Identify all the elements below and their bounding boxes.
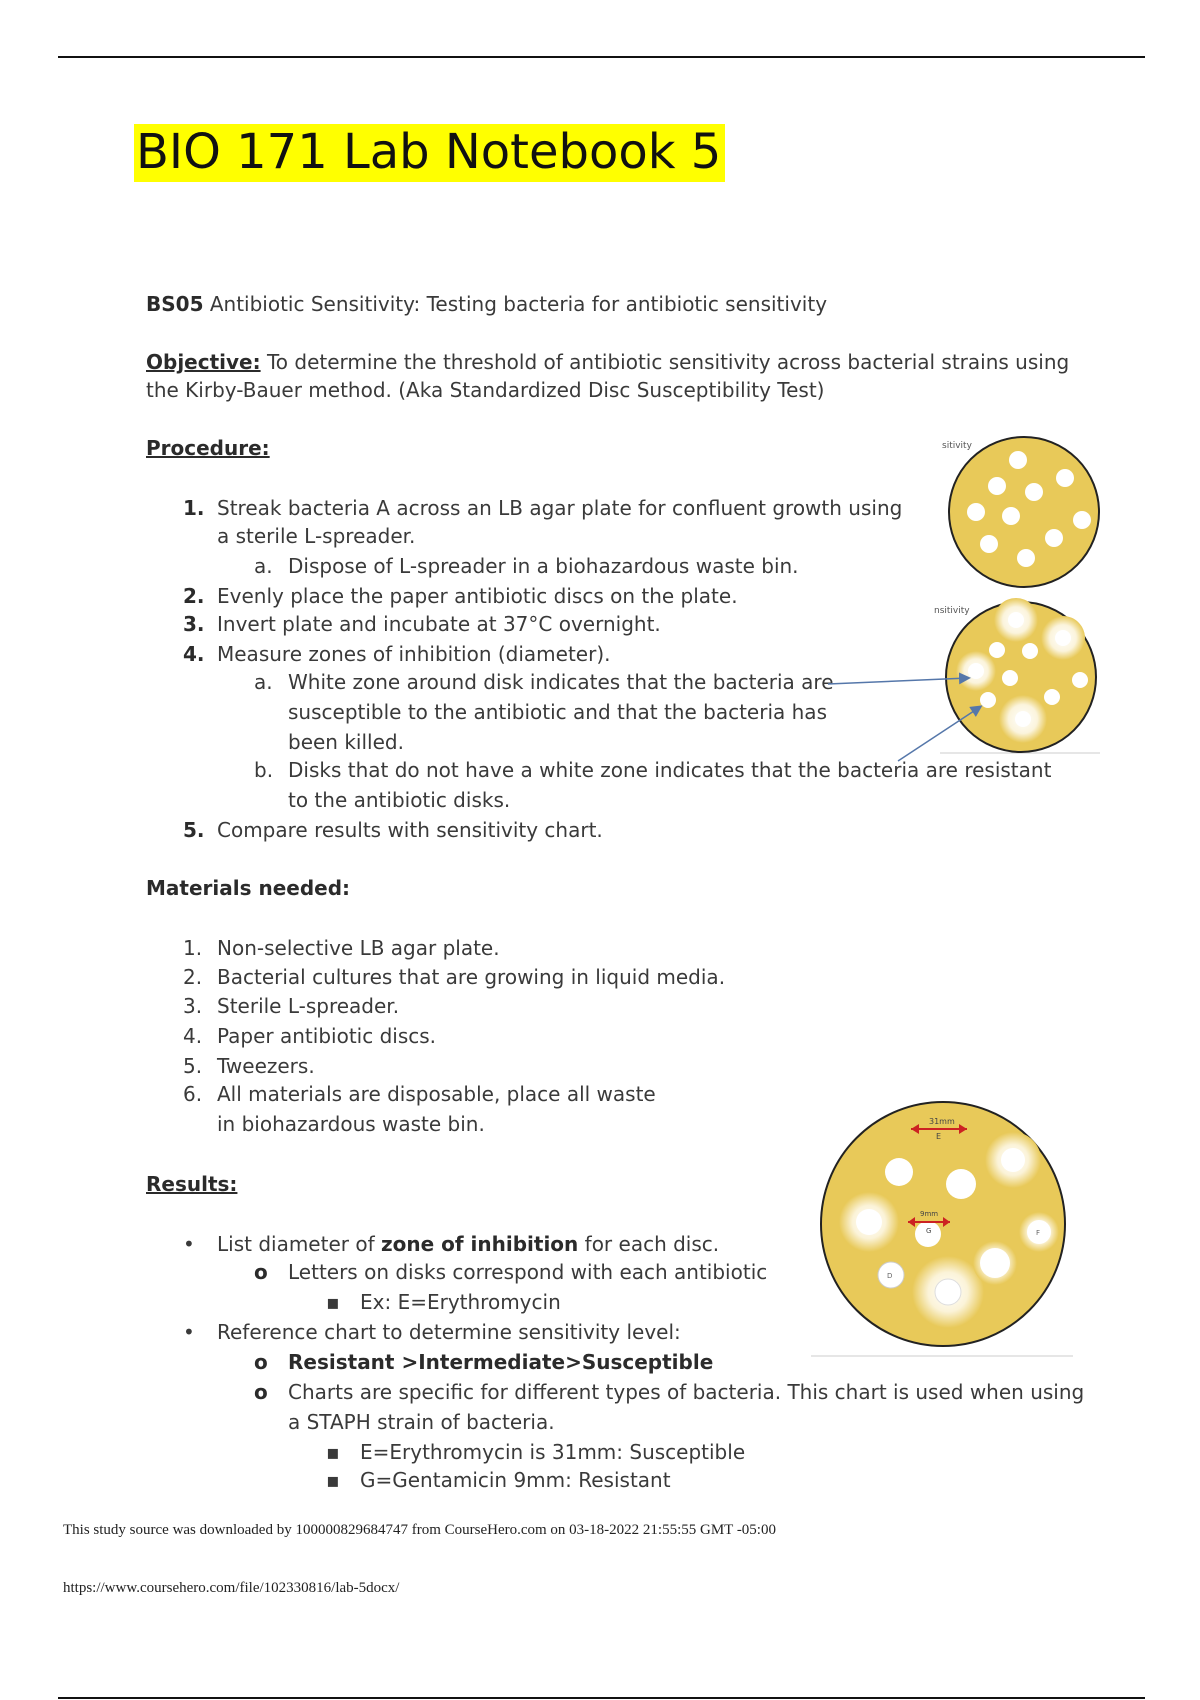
plate-1-label: sitivity — [942, 441, 972, 451]
materials-item-5 — [183, 1052, 315, 1080]
item-number: 2. — [183, 965, 203, 989]
bullet-text-bold: zone of inhibition — [380, 1232, 579, 1256]
bullet-marker: • — [183, 1320, 195, 1344]
materials-item-4 — [183, 1022, 436, 1050]
bullet-text: Ex: E=Erythromycin — [360, 1290, 561, 1314]
item-text: Tweezers. — [217, 1054, 315, 1078]
objective-line-2: the Kirby-Bauer method. (Aka Standardized Disc Susceptibility Test) — [146, 378, 825, 402]
step-text: Compare results with sensitivity chart. — [217, 818, 603, 842]
results-bullet-1-sub — [254, 1258, 767, 1286]
materials-item-3 — [183, 992, 399, 1020]
procedure-step-3 — [183, 610, 661, 638]
plate-2-label: nsitivity — [934, 606, 970, 616]
antibiotic-disc — [1025, 483, 1043, 501]
item-number: 6. — [183, 1082, 203, 1106]
step-text: Invert plate and incubate at 37°C overnight. — [217, 612, 661, 636]
step-number: 5. — [183, 818, 205, 842]
results-bullet-2-sub-2-cont: a STAPH strain of bacteria. — [288, 1410, 555, 1434]
procedure-step-4a-cont-1: susceptible to the antibiotic and that the bacteria has — [288, 700, 827, 724]
item-number: 1. — [183, 936, 203, 960]
sub-step-text: White zone around disk indicates that the bacteria are — [288, 670, 834, 694]
results-bullet-2-subsub-2 — [326, 1466, 671, 1494]
antibiotic-disc — [980, 1248, 1010, 1278]
antibiotic-disc — [946, 1169, 976, 1199]
antibiotic-disc — [1002, 670, 1018, 686]
item-number: 5. — [183, 1054, 203, 1078]
item-text: Paper antibiotic discs. — [217, 1024, 437, 1048]
antibiotic-disc — [967, 503, 985, 521]
antibiotic-disc — [1073, 511, 1091, 529]
sub-step-letter: a. — [254, 554, 273, 578]
results-bullet-2-subsub-1 — [326, 1438, 745, 1466]
objective-label: Objective: — [146, 350, 261, 374]
step-number: 4. — [183, 642, 205, 666]
antibiotic-disc — [989, 642, 1005, 658]
antibiotic-disc — [1001, 1148, 1025, 1172]
step-text: Measure zones of inhibition (diameter). — [217, 642, 611, 666]
antibiotic-disc — [980, 535, 998, 553]
antibiotic-disc — [1008, 612, 1024, 628]
materials-item-2 — [183, 963, 725, 991]
procedure-step-4a-cont-2: been killed. — [288, 730, 404, 754]
square-marker: ▪ — [326, 1440, 340, 1464]
source-url[interactable]: https://www.coursehero.com/file/102330816/lab-5docx/ — [63, 1580, 400, 1596]
item-text: Sterile L-spreader. — [217, 994, 400, 1018]
bullet-text: G=Gentamicin 9mm: Resistant — [360, 1468, 671, 1492]
item-number: 3. — [183, 994, 203, 1018]
disc-letter-g: G — [926, 1227, 932, 1235]
antibiotic-disc — [980, 692, 996, 708]
step-number: 1. — [183, 496, 205, 520]
plate-figure-3 — [805, 1088, 1075, 1358]
bullet-text-bold: Resistant >Intermediate>Susceptible — [288, 1350, 714, 1374]
disc-letter-d: D — [887, 1272, 893, 1280]
procedure-step-1-cont: a sterile L-spreader. — [217, 524, 416, 548]
sub-step-letter: b. — [254, 758, 274, 782]
sub-step-text: Disks that do not have a white zone indicates that the bacteria are resistant — [288, 758, 1052, 782]
antibiotic-disc — [1002, 507, 1020, 525]
procedure-step-1 — [183, 494, 902, 522]
results-bullet-1-subsub — [326, 1288, 561, 1316]
disc-letter-e: E — [936, 1132, 942, 1141]
antibiotic-disc — [1009, 451, 1027, 469]
bullet-text: E=Erythromycin is 31mm: Susceptible — [360, 1440, 746, 1464]
antibiotic-disc — [1072, 672, 1088, 688]
item-number: 4. — [183, 1024, 203, 1048]
bullet-text: Letters on disks correspond with each antibiotic — [288, 1260, 768, 1284]
antibiotic-disc — [968, 663, 984, 679]
disc-letter-f: F — [1036, 1229, 1041, 1237]
bullet-marker: • — [183, 1232, 195, 1256]
square-marker: ▪ — [326, 1290, 340, 1314]
step-text: Streak bacteria A across an LB agar plate for confluent growth using — [217, 496, 903, 520]
experiment-code: BS05 — [146, 292, 204, 316]
measure-label-31mm: 31mm — [929, 1117, 955, 1126]
results-bullet-2 — [183, 1318, 681, 1346]
antibiotic-disc — [1056, 469, 1074, 487]
sub-step-letter: a. — [254, 670, 273, 694]
circle-marker: o — [254, 1380, 268, 1404]
antibiotic-disc — [1022, 643, 1038, 659]
antibiotic-disc — [935, 1279, 961, 1305]
objective-line-1 — [146, 348, 1069, 376]
antibiotic-disc — [988, 477, 1006, 495]
antibiotic-disc — [1017, 549, 1035, 567]
results-heading: Results: — [146, 1172, 238, 1196]
procedure-step-4 — [183, 640, 611, 668]
step-text: Evenly place the paper antibiotic discs on the plate. — [217, 584, 738, 608]
item-text: Bacterial cultures that are growing in liquid media. — [217, 965, 726, 989]
sub-step-text: Dispose of L-spreader in a biohazardous waste bin. — [288, 554, 799, 578]
procedure-step-5 — [183, 816, 603, 844]
step-number: 2. — [183, 584, 205, 608]
antibiotic-disc — [885, 1158, 913, 1186]
antibiotic-disc — [856, 1209, 882, 1235]
experiment-title: Antibiotic Sensitivity: Testing bacteria for antibiotic sensitivity — [203, 292, 828, 316]
procedure-step-4a — [254, 668, 834, 696]
circle-marker: o — [254, 1350, 268, 1374]
materials-item-6-cont: in biohazardous waste bin. — [217, 1112, 485, 1136]
page-title: BIO 171 Lab Notebook 5 — [134, 124, 725, 182]
bullet-text: Charts are specific for different types of bacteria. This chart is used when using — [288, 1380, 1085, 1404]
results-bullet-1 — [183, 1230, 719, 1258]
measure-label-9mm: 9mm — [920, 1210, 939, 1218]
procedure-step-4b-cont: to the antibiotic disks. — [288, 788, 511, 812]
item-text: Non-selective LB agar plate. — [217, 936, 500, 960]
plate-figure-2 — [770, 595, 1130, 770]
procedure-heading: Procedure: — [146, 436, 270, 460]
materials-heading: Materials needed: — [146, 876, 351, 900]
square-marker: ▪ — [326, 1468, 340, 1492]
results-bullet-2-sub-1 — [254, 1348, 713, 1376]
antibiotic-disc — [1045, 529, 1063, 547]
procedure-step-1a — [254, 552, 799, 580]
plate-figure-1 — [930, 430, 1110, 605]
procedure-step-2 — [183, 582, 738, 610]
bullet-text: Reference chart to determine sensitivity level: — [217, 1320, 681, 1344]
bullet-text: for each disc. — [578, 1232, 720, 1256]
circle-marker: o — [254, 1260, 268, 1284]
item-text: All materials are disposable, place all waste — [217, 1082, 656, 1106]
step-number: 3. — [183, 612, 205, 636]
objective-text-1: To determine the threshold of antibiotic sensitivity across bacterial strains using — [260, 350, 1070, 374]
antibiotic-disc — [1015, 711, 1031, 727]
antibiotic-disc — [1044, 689, 1060, 705]
experiment-heading — [146, 290, 827, 318]
results-bullet-2-sub-2 — [254, 1378, 1084, 1406]
bullet-text: List diameter of — [217, 1232, 381, 1256]
antibiotic-disc — [1055, 630, 1071, 646]
download-notice: This study source was downloaded by 100000829684747 from CourseHero.com on 03-18-2022 21:55:55 GMT -05:00 — [63, 1522, 776, 1538]
materials-item-1 — [183, 934, 500, 962]
materials-item-6 — [183, 1080, 656, 1108]
